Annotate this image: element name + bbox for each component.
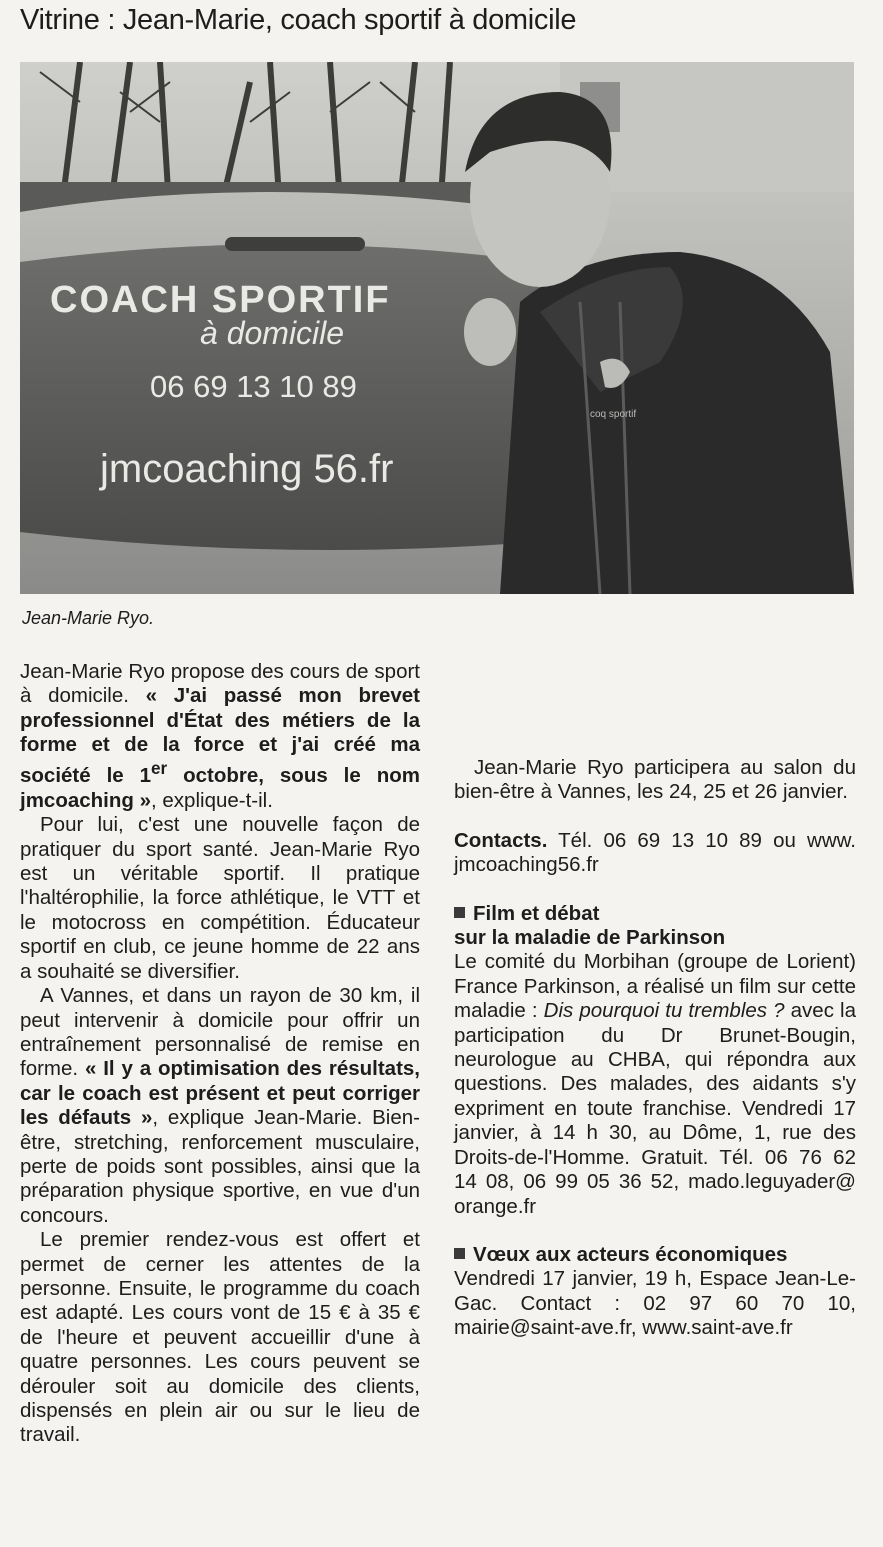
brief-2-body: Vendredi 17 janvier, 19 h, Espace Jean-Le-Gac. Contact : 02 97 60 70 10, mairie@saint-ave.fr, www.saint-ave.fr	[454, 1267, 856, 1340]
p1-text: Jean-Marie Ryo propose des cours de sport à domicile.	[20, 660, 420, 708]
brief-1-body	[454, 950, 856, 1218]
p1-attribution: , explique-t-il.	[151, 788, 273, 812]
window-text-website: jmcoaching 56.fr	[100, 447, 394, 491]
brief-1-title	[454, 902, 856, 951]
article-photo	[20, 62, 854, 594]
thumbs-up-hand	[464, 298, 516, 366]
article-column-left	[20, 660, 420, 1448]
p1-quote-part1: « J'ai passé mon brevet professionnel d'État des métiers de la forme et de la force et j'ai créé ma société le 1	[20, 684, 420, 788]
photo-caption: Jean-Marie Ryo.	[22, 608, 155, 628]
headline: Vitrine : Jean-Marie, coach sportif à domicile	[20, 4, 577, 36]
paragraph-3	[20, 984, 420, 1228]
photo-illustration	[20, 62, 854, 594]
p3-text: A Vannes, et dans un rayon de 30 km, il peut intervenir à domicile pour offrir un entraînement personnalisé de remise en forme.	[20, 984, 420, 1081]
hoodie-logo-text: coq sportif	[590, 409, 637, 420]
square-bullet-icon	[454, 907, 465, 918]
paragraph-5: Jean-Marie Ryo participera au salon du bien-être à Vannes, les 24, 25 et 26 janvier.	[454, 756, 856, 804]
window-text-phone: 06 69 13 10 89	[150, 369, 357, 404]
contacts-text: Tél. 06 69 13 10 89 ou www. jmcoaching56.fr	[454, 828, 856, 877]
p1-quote-part2: octobre, sous le nom jmcoaching »	[20, 764, 420, 812]
p3-text-end: , explique Jean-Marie. Bien-être, stretching, renforcement musculaire, perte de poids sont possibles, ainsi que la préparation physique sportive, en vue d'un concours.	[20, 1106, 420, 1227]
brief-1-title-line2: sur la maladie de Parkinson	[454, 926, 726, 950]
paragraph-4: Le premier rendez-vous est offert et permet de cerner les attentes de la personne. Ensuite, le programme du coach est adapté. Les cours vont de 15 € à 35 € de l'heure et peuvent accueillir d'une à quatre personnes. Les cours peuvent se dérouler soit au domicile des clients, dispensés en plein air ou sur le lieu de travail.	[20, 1228, 420, 1447]
p1-superscript: er	[151, 759, 168, 779]
contacts-label: Contacts.	[454, 828, 548, 852]
article-column-right	[454, 756, 856, 1341]
brief-1-film-title: Dis pourquoi tu trembles ?	[543, 999, 785, 1023]
brief-1-title-line1: Film et débat	[473, 901, 600, 925]
paragraph-1	[20, 660, 420, 813]
p3-quote: « Il y a optimisation des résultats, car le coach est présent et peut corriger les défauts »	[20, 1057, 420, 1130]
window-text-domicile: à domicile	[200, 315, 345, 351]
brake-light	[225, 237, 365, 251]
paragraph-2: Pour lui, c'est une nouvelle façon de pratiquer du sport santé. Jean-Marie Ryo est un véritable sportif. Il pratique l'haltérophilie, la force athlétique, le VTT et le motocross en compétition. Éducateur sportif en club, ce jeune homme de 22 ans a souhaité se diversifier.	[20, 813, 420, 983]
brief-2-title-text: Vœux aux acteurs économiques	[473, 1242, 788, 1266]
brief-1-body-text-end: avec la participation du Dr Brunet-Bougin, neurologue au CHBA, qui répondra aux questions. Des malades, des aidants s'y expriment en toute franchise. Vendredi 17 janvier, à 14 h 30, au Dôme, 1, rue des Droits-de-l'Homme. Gratuit. Tél. 06 76 62 14 08, 06 99 05 36 52, mado.leguyader@ orange.fr	[454, 999, 856, 1218]
contacts	[454, 829, 856, 878]
brief-1-body-text: Le comité du Morbihan (groupe de Lorient) France Parkinson, a réalisé un film sur cette maladie :	[454, 950, 856, 1023]
square-bullet-icon	[454, 1248, 465, 1259]
window-text-coach: COACH SPORTIF	[50, 279, 391, 321]
brief-2-title	[454, 1243, 856, 1267]
